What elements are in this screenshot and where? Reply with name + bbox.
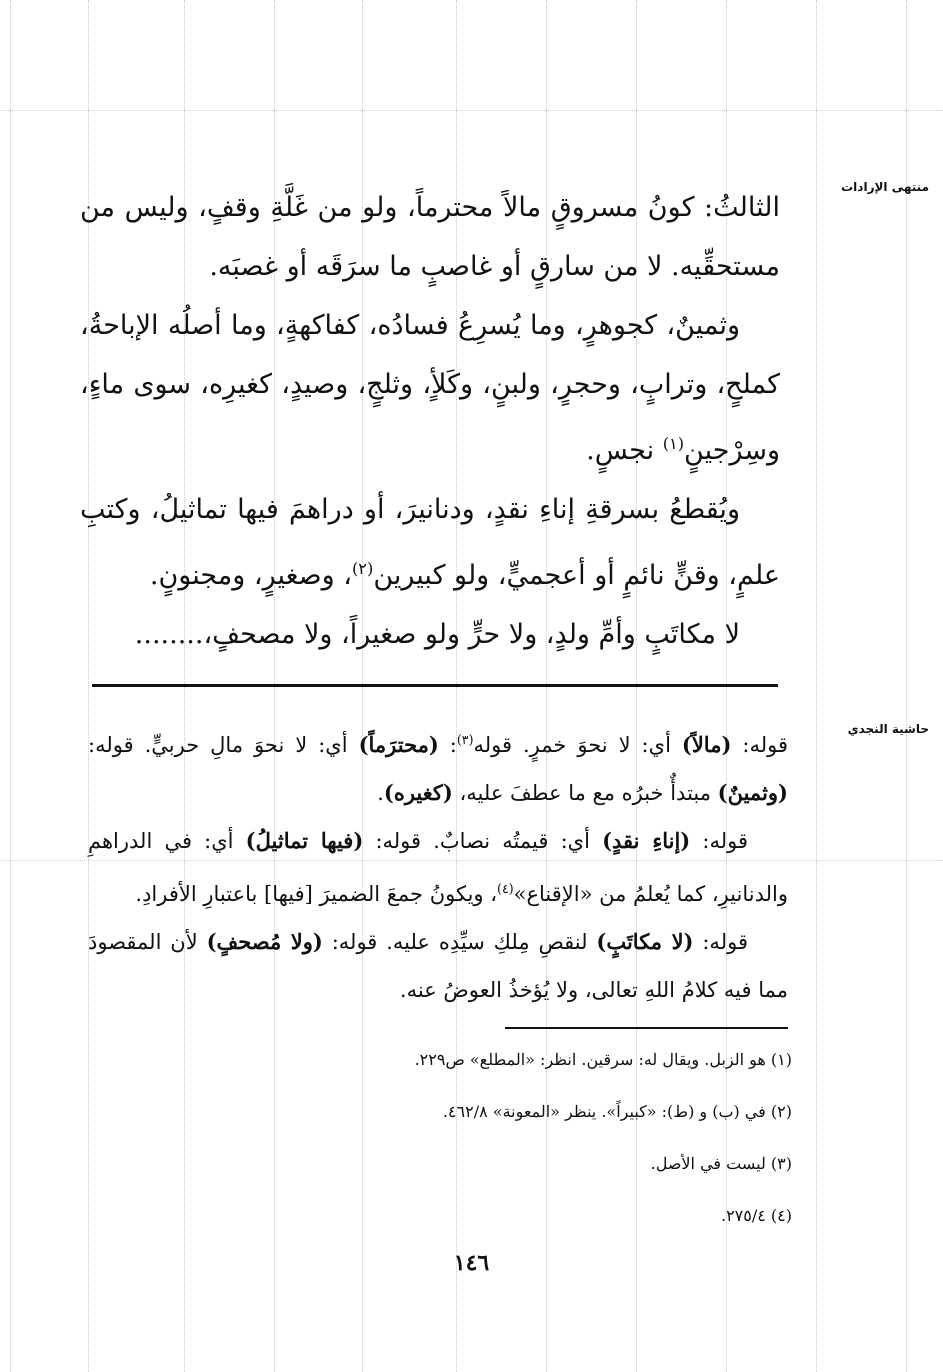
- hashia-paragraph: [88, 918, 788, 1014]
- main-paragraph: [80, 296, 780, 480]
- footnote: (٣) ليست في الأصل.: [650, 1154, 792, 1173]
- footnote-ref: (٢): [351, 559, 374, 578]
- grid-line: [906, 0, 907, 1372]
- side-label-matn: منتهى الإرادات: [841, 180, 929, 194]
- main-paragraph-text: وثمينٌ، كجوهرٍ، وما يُسرِعُ فسادُه، كفاكهةٍ، وما أصلُه الإباحةُ، كملحٍ، وترابٍ، وحجرٍ، ولبنٍ، وكَلأٍ، وثلجٍ، وصيدٍ، كغيرِه، سوى ماءٍ، وسِرْجينٍ: [80, 310, 780, 466]
- hashia-text-run: لنقصِ مِلكِ سيِّدِه عليه. قوله:: [322, 930, 597, 954]
- hashia-text-run: أي: قيمتُه نصابٌ. قوله:: [363, 829, 603, 853]
- hashia-keyword: (لا مكاتَبٍ): [596, 929, 694, 954]
- hashia-text-run: قوله:: [690, 829, 749, 853]
- side-label-hashia: حاشية النجدي: [847, 722, 929, 736]
- main-paragraph-text: نجسٍ.: [586, 435, 663, 466]
- hashia-text-run: لأن المقصودَ مما فيه كلامُ اللهِ تعالى، ولا يُؤخذُ العوضُ عنه.: [88, 930, 788, 1002]
- hashia-keyword: (وثمينٌ): [717, 780, 788, 805]
- hashia-paragraph: [88, 817, 788, 918]
- footnote-ref: (٣): [456, 732, 474, 747]
- hashia-text-run: أي: في الدراهمِ والدنانيرِ، كما يُعلمُ من «الإقناع»: [88, 829, 788, 906]
- page-number: ١٤٦: [453, 1250, 490, 1276]
- hashia-text-run: قوله:: [693, 930, 748, 954]
- footnote-ref: (٤): [497, 881, 514, 896]
- main-paragraph-text: ، وصغيرٍ، ومجنونٍ.: [149, 560, 352, 591]
- section-divider: [92, 684, 778, 687]
- hashia-keyword: (كغيره): [383, 780, 453, 805]
- footnotes: [200, 1034, 792, 1242]
- footnote: (١) هو الزبل. ويقال له: سرقين. انظر: «المطلع» ص٢٢٩.: [414, 1050, 792, 1069]
- hashia-text-run: مبتدأٌ خبرُه مع ما عطفَ عليه،: [452, 781, 718, 805]
- hashia-text: [88, 716, 788, 1014]
- hashia-keyword: (محترَماً): [358, 732, 439, 757]
- main-paragraph-text: لا مكاتَبٍ وأمِّ ولدٍ، ولا حرٍّ ولو صغيراً، ولا مصحفٍ،........: [134, 619, 740, 650]
- hashia-keyword: (فيها تماثيلُ): [245, 828, 364, 853]
- main-paragraph: [80, 178, 780, 296]
- main-paragraph: [80, 605, 780, 664]
- hashia-text-run: قوله:: [731, 733, 788, 757]
- hashia-text-run: :: [438, 733, 457, 757]
- hashia-keyword: (إناءِ نقدٍ): [602, 828, 691, 853]
- hashia-keyword: (مالاً): [681, 732, 732, 757]
- main-paragraph-text: الثالثُ: كونُ مسروقٍ مالاً محترماً، ولو من غَلَّةِ وقفٍ، وليس من مستحقِّيه. لا من سارقٍ أو غاصبٍ ما سرَقَه أو غصبَه.: [80, 192, 780, 282]
- hashia-text-run: أي: لا نحوَ خمرٍ. قوله: [473, 733, 682, 757]
- main-paragraph: [80, 480, 780, 605]
- footnote-ref: (١): [662, 434, 685, 453]
- grid-line: [10, 0, 11, 1372]
- hashia-text-run: .: [377, 781, 384, 805]
- footnote: (٢) في (ب) و (ط): «كبيراً». ينظر «المعونة» ٤٦٢/٨.: [442, 1102, 792, 1121]
- footnote-divider: [505, 1027, 788, 1029]
- hashia-text-run: أي: لا نحوَ مالِ حربيٍّ. قوله:: [88, 733, 359, 757]
- hashia-text-run: ، ويكونُ جمعَ الضميرَ [فيها] باعتبارِ الأفرادِ.: [135, 882, 498, 906]
- grid-line: [0, 110, 943, 111]
- grid-line: [816, 0, 817, 1372]
- main-paragraph-text: ويُقطعُ بسرقةِ إناءِ نقدٍ، ودنانيرَ، أو دراهمَ فيها تماثيلُ، وكتبِ علمٍ، وقنٍّ نائمٍ أو أعجميٍّ، ولو كبيرين: [80, 494, 780, 591]
- hashia-paragraph: [88, 716, 788, 817]
- footnote: (٤) ٢٧٥/٤.: [720, 1206, 792, 1225]
- main-text: [80, 178, 780, 664]
- hashia-keyword: (ولا مُصحفٍ): [206, 929, 323, 954]
